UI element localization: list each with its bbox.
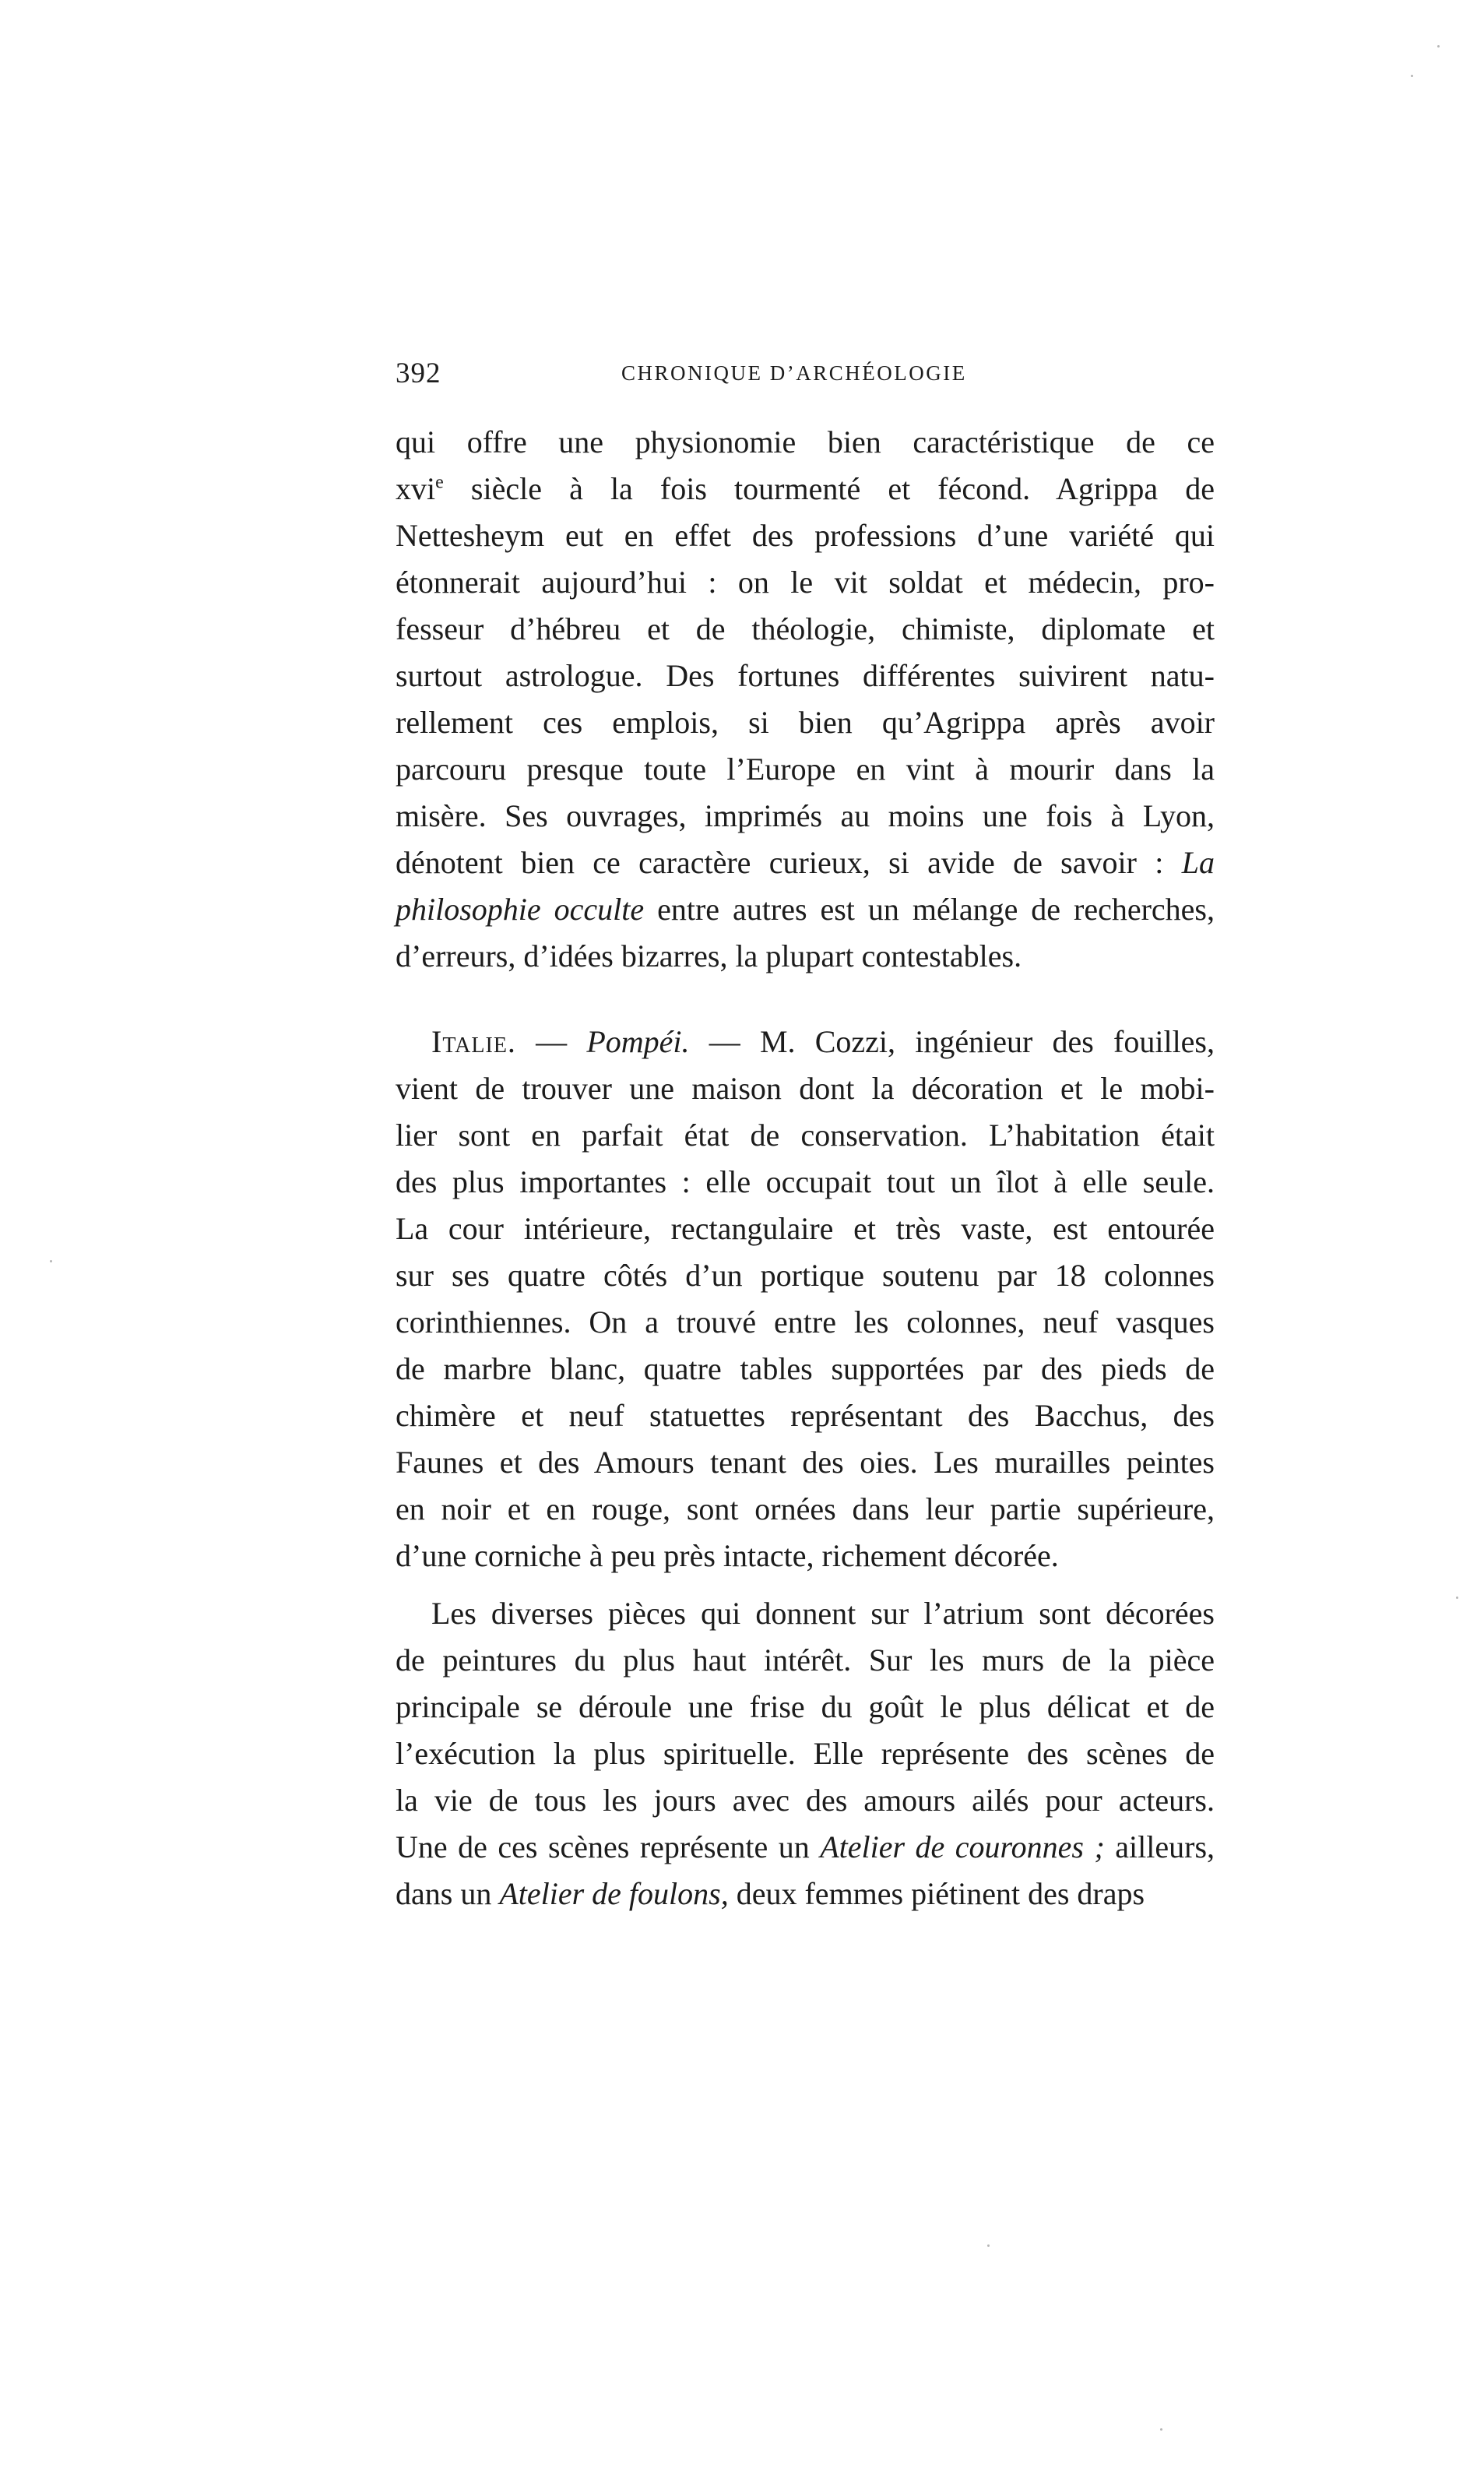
text-run: d’une corniche à peu près intacte, richement décorée. [396, 1538, 1059, 1573]
italic-run: philosophie occulte [396, 892, 645, 927]
text-run: de peintures du plus haut intérêt. Sur les murs de la pièce [396, 1642, 1215, 1678]
text-run: Nettesheym eut en effet des professions d’une variété qui [396, 518, 1215, 553]
text-run: étonnerait aujourd’hui : on le vit soldat et médecin, pro- [396, 565, 1215, 600]
text-line [396, 1533, 1215, 1579]
text-line [396, 1065, 1215, 1112]
text-run: dénotent bien ce caractère curieux, si avide de savoir : [396, 845, 1182, 880]
text-line [396, 1824, 1215, 1871]
text-run: rellement ces emplois, si bien qu’Agrippa après avoir [396, 705, 1215, 740]
text-line [396, 886, 1215, 933]
text-line [396, 559, 1215, 606]
italic-run: Pompéi. [586, 1024, 690, 1059]
text-line [396, 746, 1215, 793]
text-run: siècle à la fois tourmenté et fécond. Agrippa de [443, 471, 1215, 506]
text-run: dans un [396, 1876, 500, 1911]
paragraph [396, 419, 1215, 980]
paper-speck [1411, 75, 1413, 77]
text-line [396, 1590, 1215, 1637]
text-line [396, 1206, 1215, 1252]
text-run: des plus importantes : elle occupait tout un îlot à elle seule. [396, 1164, 1215, 1199]
paper-speck [50, 1260, 52, 1262]
text-run: vient de trouver une maison dont la décoration et le mobi- [396, 1071, 1215, 1106]
text-run: deux femmes piétinent des draps [728, 1876, 1145, 1911]
paragraph-gap [396, 1579, 1215, 1590]
text-run: corinthiennes. On a trouvé entre les colonnes, neuf vasques [396, 1304, 1215, 1340]
text-line [396, 699, 1215, 746]
italic-run: Atelier de foulons, [499, 1876, 729, 1911]
paper-speck [1160, 2428, 1162, 2431]
text-run: principale se déroule une frise du goût le plus délicat et de [396, 1689, 1215, 1724]
text-run: misère. Ses ouvrages, imprimés au moins une fois à Lyon, [396, 798, 1215, 833]
text-run: ailleurs, [1104, 1829, 1215, 1864]
paragraph [396, 1019, 1215, 1579]
paper-speck [1456, 1597, 1458, 1599]
text-line [396, 653, 1215, 699]
text-run: chimère et neuf statuettes représentant des Bacchus, des [396, 1398, 1215, 1433]
text-line [396, 1871, 1215, 1917]
text-line [396, 606, 1215, 653]
text-line [396, 1112, 1215, 1159]
italic-run: La [1181, 845, 1215, 880]
text-line [396, 419, 1215, 466]
text-line [396, 840, 1215, 886]
text-run: La cour intérieure, rectangulaire et très vaste, est entourée [396, 1211, 1215, 1246]
text-line [396, 1252, 1215, 1299]
text-line [396, 512, 1215, 559]
small-caps-run: Italie. [431, 1024, 516, 1059]
text-run: fesseur d’hébreu et de théologie, chimiste, diplomate et [396, 611, 1215, 646]
superscript: e [435, 472, 444, 493]
text-run: qui offre une physionomie bien caractéristique de ce [396, 424, 1215, 459]
text-run: l’exécution la plus spirituelle. Elle représente des scènes de [396, 1736, 1215, 1771]
paper-speck [987, 2244, 990, 2247]
text-run: en noir et en rouge, sont ornées dans leur partie supérieure, [396, 1491, 1215, 1526]
text-line [396, 933, 1215, 980]
paragraph-gap [396, 980, 1215, 1019]
text-run: — [515, 1024, 587, 1059]
text-line [396, 1777, 1215, 1824]
text-line [396, 1439, 1215, 1486]
text-run: la vie de tous les jours avec des amours ailés pour acteurs. [396, 1783, 1215, 1818]
text-run: Faunes et des Amours tenant des oies. Les murailles peintes [396, 1445, 1215, 1480]
text-line [396, 1730, 1215, 1777]
text-line [396, 1299, 1215, 1346]
body-text [396, 419, 1215, 1917]
running-head [396, 357, 1215, 396]
text-run: Les diverses pièces qui donnent sur l’atrium sont décorées [431, 1596, 1215, 1631]
text-run: sur ses quatre côtés d’un portique soutenu par 18 colonnes [396, 1258, 1215, 1293]
paragraph [396, 1590, 1215, 1917]
text-line [396, 1346, 1215, 1392]
text-line [396, 1684, 1215, 1730]
text-line [396, 793, 1215, 840]
text-run: xvi [396, 471, 436, 506]
text-run: parcouru presque toute l’Europe en vint à mourir dans la [396, 752, 1215, 787]
text-run: — M. Cozzi, ingénieur des fouilles, [689, 1024, 1215, 1059]
text-line [396, 466, 1215, 512]
running-title: CHRONIQUE D’ARCHÉOLOGIE [621, 361, 967, 385]
text-run: de marbre blanc, quatre tables supportées par des pieds de [396, 1351, 1215, 1386]
text-run: d’erreurs, d’idées bizarres, la plupart contestables. [396, 938, 1022, 973]
text-run: surtout astrologue. Des fortunes différentes suivirent natu- [396, 658, 1215, 693]
italic-run: Atelier de couronnes ; [820, 1829, 1105, 1864]
text-run: Une de ces scènes représente un [396, 1829, 821, 1864]
text-run: lier sont en parfait état de conservation. L’habitation était [396, 1118, 1215, 1153]
text-line [396, 1486, 1215, 1533]
paper-speck [1437, 45, 1440, 48]
text-line [396, 1159, 1215, 1206]
text-line [396, 1019, 1215, 1065]
text-line [396, 1637, 1215, 1684]
text-line [396, 1392, 1215, 1439]
page-number: 392 [396, 357, 441, 389]
text-run: entre autres est un mélange de recherches, [644, 892, 1215, 927]
